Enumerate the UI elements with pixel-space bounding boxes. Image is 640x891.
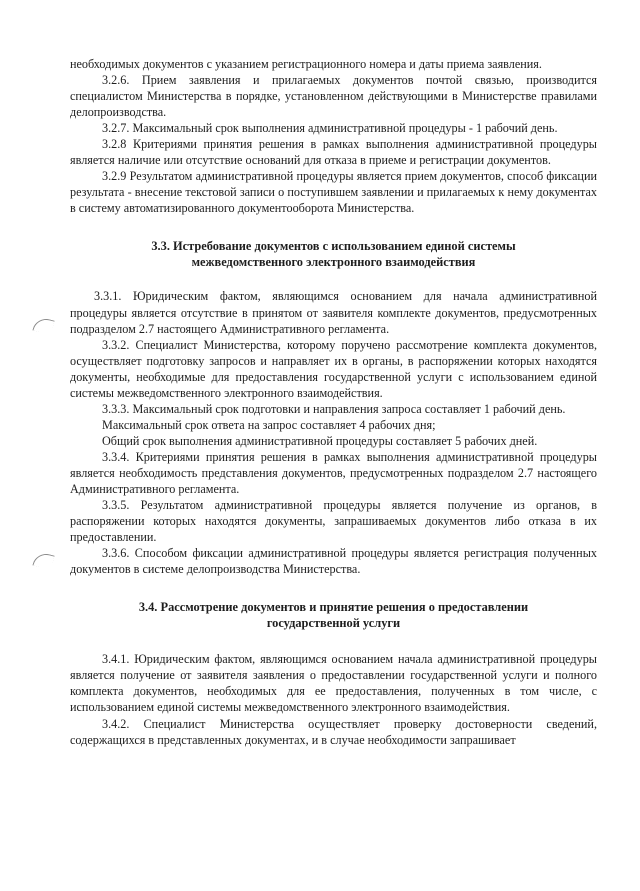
paragraph-max-response: Максимальный срок ответа на запрос составляет 4 рабочих дня; — [102, 417, 436, 432]
section-heading-3-4 — [70, 599, 597, 631]
paragraph-3-3-1: 3.3.1. Юридическим фактом, являющимся основанием для начала административной процедуры является отсутствие в принятом от заявителя комплекте документов, предусмотренных подразделом 2.7 настоящего Административного регламента. — [70, 289, 597, 336]
paragraph-3-2-9: 3.2.9 Результатом административной процедуры является прием документов, способ фиксации результата - внесение текстовой записи о поступившем заявлении и прилагаемых к нему документах в систему автоматизированного документооборота Министерства. — [70, 169, 597, 216]
paragraph-3-3-3: 3.3.3. Максимальный срок подготовки и направления запроса составляет 1 рабочий день. — [102, 401, 566, 416]
section-heading-line: государственной услуги — [266, 616, 401, 631]
section-heading-line: 3.3. Истребование документов с использованием единой системы — [151, 239, 516, 254]
scan-mark-icon — [32, 316, 54, 335]
paragraph-3-3-6: 3.3.6. Способом фиксации административной процедуры является регистрация полученных документов в системе делопроизводства Министерства. — [70, 546, 597, 577]
section-heading-line: межведомственного электронного взаимодействия — [191, 255, 476, 270]
paragraph-3-3-5: 3.3.5. Результатом административной процедуры является получение из органов, в распоряжении которых находятся документы, запрашиваемых документов либо отказа в их предоставлении. — [70, 498, 597, 545]
scan-mark-icon — [32, 551, 54, 570]
paragraph-3-2-8: 3.2.8 Критериями принятия решения в рамках выполнения административной процедуры является наличие или отсутствие оснований для отказа в приеме и регистрации документов. — [70, 137, 597, 168]
paragraph-3-3-2: 3.3.2. Специалист Министерства, которому поручено рассмотрение комплекта документов, осуществляет подготовку запросов и направляет их в органы, в распоряжении которых находятся документы, необходимые для предоставления государственной услуги с использованием единой системы межведомственного электронного взаимодействия. — [70, 337, 597, 400]
paragraph-3-2-7: 3.2.7. Максимальный срок выполнения административной процедуры - 1 рабочий день. — [102, 121, 558, 136]
document-page — [70, 56, 597, 748]
paragraph-3-2-6: 3.2.6. Прием заявления и прилагаемых документов почтой связью, производится специалистом Министерства в порядке, установленном действующими в Министерстве правилами делопроизводства. — [70, 73, 597, 120]
paragraph-3-3-4: 3.3.4. Критериями принятия решения в рамках выполнения административной процедуры является необходимость представления документов, предусмотренных подразделом 2.7 настоящего Административного регламента. — [70, 449, 597, 497]
paragraph-3-4-2: 3.4.2. Специалист Министерства осуществляет проверку достоверности сведений, содержащихся в представленных документах, и в случае необходимости запрашивает — [70, 716, 597, 747]
paragraph-total-term: Общий срок выполнения административной процедуры составляет 5 рабочих дней. — [102, 433, 538, 448]
section-heading-line: 3.4. Рассмотрение документов и принятие решения о предоставлении — [138, 600, 529, 615]
section-heading-3-3 — [70, 238, 597, 270]
paragraph-continuation: необходимых документов с указанием регистрационного номера и даты приема заявления. — [70, 57, 542, 71]
paragraph-3-4-1: 3.4.1. Юридическим фактом, являющимся основанием начала административной процедуры является получение от заявителя заявления о предоставлении государственной услуги и полного комплекта документов, необходимых для ее предоставления, полученных в том числе, с использованием единой системы межведомственного электронного взаимодействия. — [70, 652, 597, 715]
